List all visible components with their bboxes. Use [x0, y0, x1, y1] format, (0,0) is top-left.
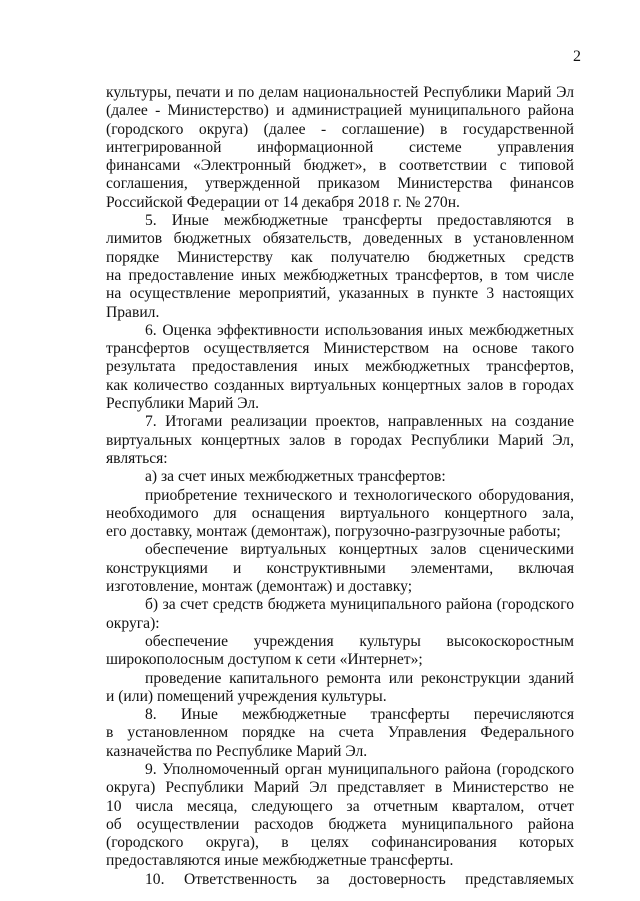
- text-line: б) за счет средств бюджета муниципального района (городского: [145, 596, 574, 614]
- text-line: (далее - Министерство) и администрацией муниципального района: [106, 102, 574, 120]
- text-line: на предоставление иных межбюджетных трансфертов, в том числе: [106, 266, 574, 284]
- text-line: интегрированной информационной системе управления: [106, 138, 574, 156]
- text-line: и (или) помещений учреждения культуры.: [106, 687, 387, 705]
- text-line: приобретение технического и технологического оборудования,: [145, 486, 574, 504]
- text-line: финансами «Электронный бюджет», в соответствии с типовой: [106, 157, 574, 175]
- text-line: конструкциями и конструктивными элементами, включая: [106, 559, 574, 577]
- text-line: обеспечение учреждения культуры высокоскоростным: [145, 632, 574, 650]
- text-line: 10 числа месяца, следующего за отчетным кварталом, отчет: [106, 797, 574, 815]
- text-line: 10. Ответственность за достоверность представляемых: [145, 870, 574, 888]
- text-line: культуры, печати и по делам национальностей Республики Марий Эл: [106, 84, 574, 101]
- text-line: проведение капитального ремонта или реконструкции зданий: [145, 669, 574, 687]
- text-line: обеспечение виртуальных концертных залов сценическими: [145, 541, 574, 559]
- text-line: 5. Иные межбюджетные трансферты предоставляются в: [145, 212, 574, 230]
- text-line: Российской Федерации от 14 декабря 2018 г. № 270н.: [106, 193, 460, 211]
- text-line: округа) Республики Марий Эл представляет в Министерство не: [106, 779, 574, 797]
- text-line: являться:: [106, 449, 168, 467]
- text-line: изготовление, монтаж (демонтаж) и доставку;: [106, 578, 413, 596]
- text-line: виртуальных концертных залов в городах Республики Марий Эл,: [106, 431, 574, 449]
- text-line: лимитов бюджетных обязательств, доведенных в установленном: [106, 230, 574, 248]
- text-line: широкополосным доступом к сети «Интернет»;: [106, 651, 423, 669]
- text-line: 8. Иные межбюджетные трансферты перечисляются: [145, 706, 574, 724]
- text-line: в установленном порядке на счета Управления Федерального: [106, 724, 574, 742]
- text-line: на осуществление мероприятий, указанных в пункте 3 настоящих: [106, 285, 574, 303]
- text-line: результата предоставления иных межбюджетных трансфертов,: [106, 358, 574, 376]
- text-line: 9. Уполномоченный орган муниципального района (городского: [145, 760, 574, 778]
- text-line: Республики Марий Эл.: [106, 395, 260, 413]
- text-line: 7. Итогами реализации проектов, направленных на создание: [145, 413, 574, 431]
- document-body: [106, 84, 574, 889]
- text-line: трансфертов осуществляется Министерством на основе такого: [106, 340, 574, 358]
- text-line: а) за счет иных межбюджетных трансфертов:: [145, 468, 446, 486]
- page-number: 2: [573, 48, 581, 65]
- text-line: как количество созданных виртуальных концертных залов в городах: [106, 376, 574, 394]
- text-line: соглашения, утвержденной приказом Министерства финансов: [106, 175, 574, 193]
- text-line: Правил.: [106, 303, 160, 321]
- text-line: его доставку, монтаж (демонтаж), погрузочно-разгрузочные работы;: [106, 523, 561, 541]
- text-line: (городского округа), в целях софинансирования которых: [106, 834, 574, 852]
- text-line: 6. Оценка эффективности использования иных межбюджетных: [145, 321, 574, 339]
- text-line: округа):: [106, 614, 160, 632]
- text-line: казначейства по Республике Марий Эл.: [106, 742, 368, 760]
- text-line: порядке Министерству как получателю бюджетных средств: [106, 248, 574, 266]
- text-line: предоставляются иные межбюджетные трансферты.: [106, 852, 454, 870]
- text-line: об осуществлении расходов бюджета муниципального района: [106, 815, 574, 833]
- text-line: (городского округа) (далее - соглашение) в государственной: [106, 120, 574, 138]
- text-line: необходимого для оснащения виртуального концертного зала,: [106, 504, 574, 522]
